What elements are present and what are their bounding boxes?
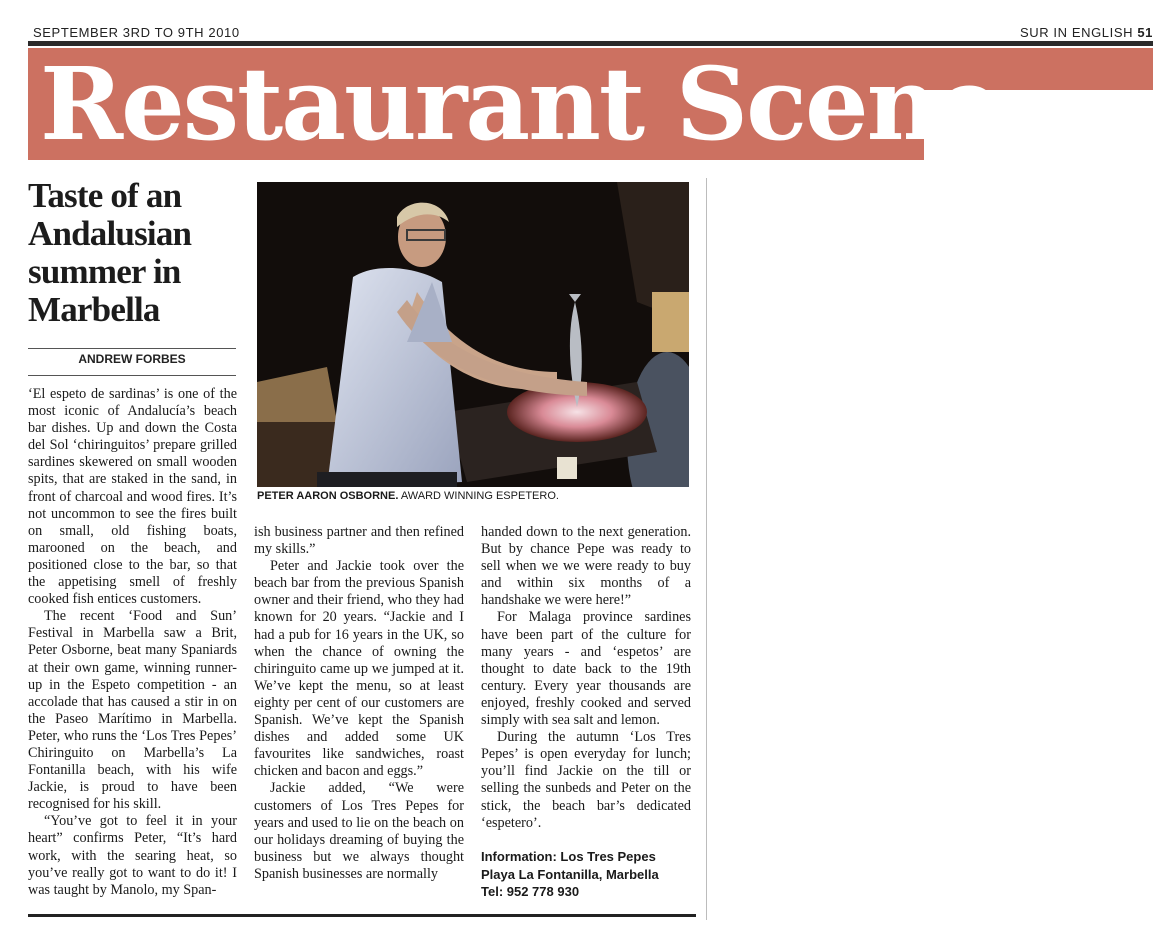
article-column-1 bbox=[28, 386, 237, 899]
page-number: 51 bbox=[1137, 25, 1153, 40]
paragraph: During the autumn ‘Los Tres Pepes’ is open everyday for lunch; you’ll find Jackie on the till or selling the sunbeds and Peter on the stick, the beach bar’s dedicated ‘espetero’. bbox=[481, 729, 691, 831]
article-photo bbox=[257, 182, 689, 487]
article-column-2 bbox=[254, 524, 464, 883]
paragraph: Peter and Jackie took over the beach bar from the previous Spanish owner and their friend, who they had known for 20 years. “Jackie and I had a pub for 16 years in the UK, so when the chance of owning the chiringuito came up we jumped at it. We’ve kept the menu, so at least eighty per cent of our customers are Spanish. We’ve kept the Spanish dishes and added some UK favourites like sandwiches, roast chicken and bacon and eggs.” bbox=[254, 558, 464, 780]
info-box bbox=[481, 848, 696, 901]
header-date: SEPTEMBER 3RD TO 9TH 2010 bbox=[33, 25, 240, 40]
info-line-address: Playa La Fontanilla, Marbella bbox=[481, 866, 659, 882]
info-line-phone: Tel: 952 778 930 bbox=[481, 884, 580, 899]
article-column-3 bbox=[481, 524, 691, 832]
paragraph: ‘El espeto de sardinas’ is one of the most iconic of Andalucía’s beach bar dishes. Up and down the Costa del Sol ‘chiringuitos’ prepare grilled sardines skewered on small wooden spits, that are staked in the sand, in front of charcoal and wood fires. It’s not uncommon to see the fires built on small, old fishing boats, marooned on the beach, and positioned close to the bar, so that the appetising smell of freshly cooked fish entices customers. bbox=[28, 386, 237, 608]
section-title: Restaurant Scene bbox=[40, 45, 999, 163]
paragraph: ish business partner and then refined my skills.” bbox=[254, 524, 464, 558]
publication-name: SUR IN ENGLISH bbox=[1019, 25, 1134, 40]
article-byline: ANDREW FORBES bbox=[78, 352, 186, 366]
caption-text: AWARD WINNING ESPETERO. bbox=[400, 490, 559, 502]
column-divider bbox=[706, 178, 707, 920]
header-publication bbox=[1020, 25, 1153, 40]
bottom-rule bbox=[28, 914, 696, 917]
caption-name: PETER AARON OSBORNE. bbox=[257, 490, 399, 502]
espetero-photo-illustration bbox=[257, 182, 689, 487]
photo-caption bbox=[257, 490, 559, 502]
paragraph: Jackie added, “We were customers of Los Tres Pepes for years and used to lie on the beach on our holidays dreaming of buying the business but we always thought Spanish businesses are normally bbox=[254, 780, 464, 882]
paragraph: The recent ‘Food and Sun’ Festival in Marbella saw a Brit, Peter Osborne, beat many Spaniards at their own game, winning runner-up in the Espeto competition - an accolade that has caused a stir in on the Paseo Marítimo in Marbella. Peter, who runs the ‘Los Tres Pepes’ Chiringuito on Marbella’s La Fontanilla beach, with his wife Jackie, is proud to have been recognised for his skill. bbox=[28, 608, 237, 813]
paragraph: For Malaga province sardines have been part of the culture for many years - and ‘espetos’ are thought to date back to the 19th century. Every year thousands are enjoyed, freshly cooked and served simply with sea salt and lemon. bbox=[481, 609, 691, 729]
byline-divider-bottom bbox=[28, 375, 236, 376]
article-headline: Taste of an Andalusian summer in Marbella bbox=[28, 176, 192, 329]
paragraph: handed down to the next generation. But by chance Pepe was ready to sell when we we were ready to buy and within six months of a handshake we were here!” bbox=[481, 524, 691, 609]
info-line-name: Information: Los Tres Pepes bbox=[481, 849, 656, 864]
byline-divider-top bbox=[28, 348, 236, 349]
paragraph: “You’ve got to feel it in your heart” confirms Peter, “It’s hard work, with the searing heat, so you’ve really got to want to do it! I was taught by Manolo, my Span- bbox=[28, 813, 237, 898]
